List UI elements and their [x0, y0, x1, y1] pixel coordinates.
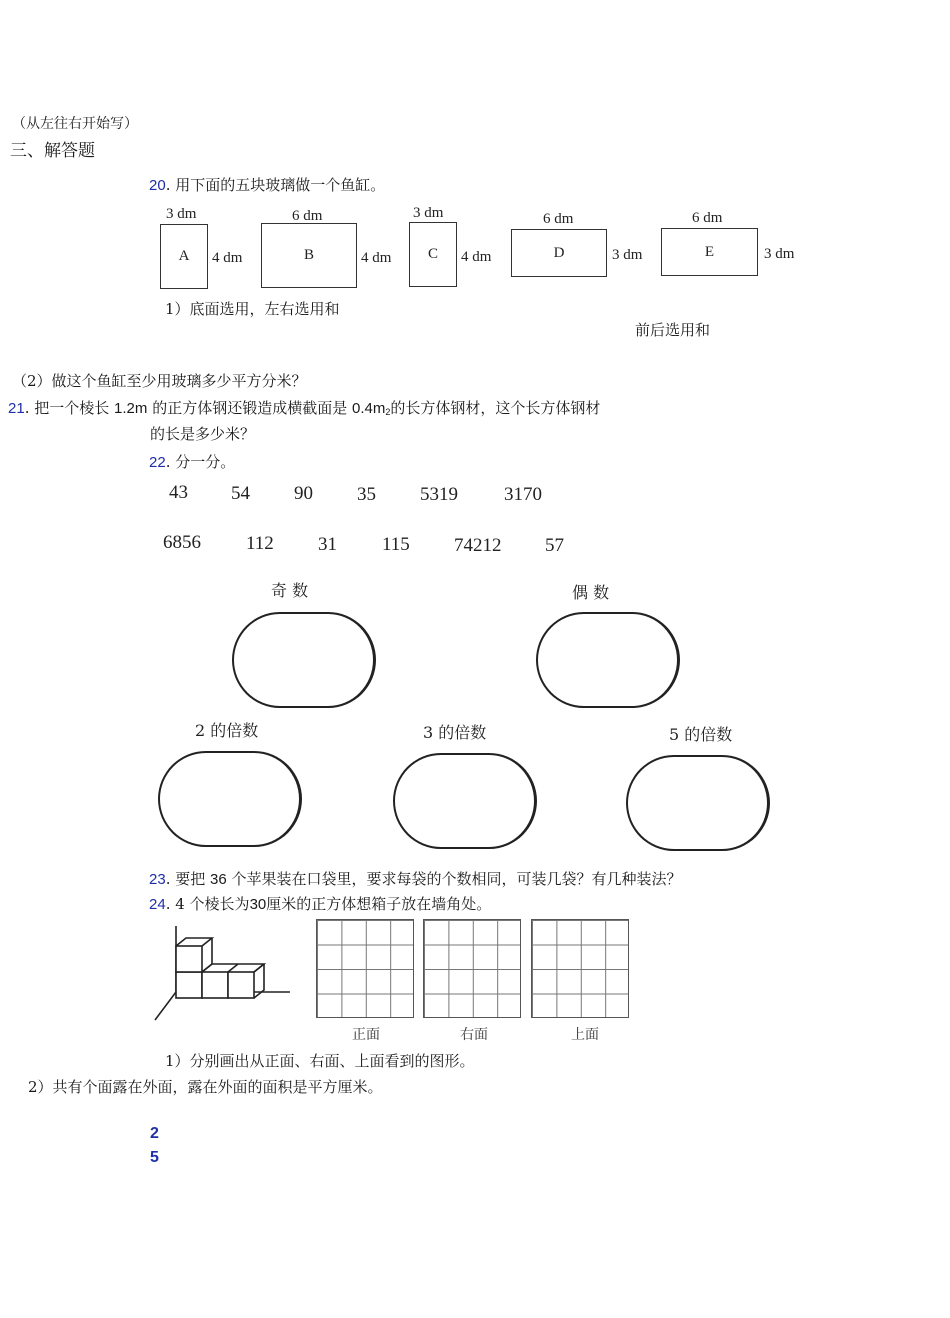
question-text: 要把	[175, 870, 206, 888]
cross-section-value: 0.4m	[351, 400, 386, 417]
oval-label: 2 的倍数	[195, 721, 259, 740]
edge-length-value: 1.2m	[114, 400, 148, 417]
front-view-label: 正面	[352, 1027, 380, 1043]
question-dot: .	[165, 453, 171, 471]
question-dot: .	[165, 895, 171, 913]
panel-top-dim: 6 dm	[292, 208, 323, 224]
number-item: 57	[545, 535, 564, 556]
question-text: 的长方体钢材，这个长方体钢材	[390, 399, 601, 417]
number-item: 54	[231, 483, 250, 504]
number-item: 90	[294, 483, 313, 504]
q20-sub2: （2）做这个鱼缸至少用玻璃多少平方分米？	[12, 372, 307, 390]
number-item: 43	[169, 482, 188, 503]
question-23-heading	[149, 870, 682, 889]
right-view-label: 右面	[460, 1027, 488, 1043]
q24-sub2: 2）共有个面露在外面，露在外面的面积是平方厘米。	[28, 1078, 383, 1096]
panel-side-dim: 3 dm	[612, 247, 643, 263]
number-item: 115	[382, 534, 410, 555]
top-view-grid[interactable]	[531, 919, 629, 1018]
question-text: 用下面的五块玻璃做一个鱼缸。	[175, 176, 386, 194]
panel-box: C	[409, 222, 457, 287]
panel-side-dim: 4 dm	[212, 250, 243, 266]
oval-label: 5 的倍数	[669, 725, 733, 744]
panel-box: B	[261, 223, 357, 288]
unit-exponent: 2	[385, 407, 391, 417]
question-number: 23	[149, 871, 166, 888]
question-number: 24	[149, 896, 166, 913]
oval-label: 3 的倍数	[423, 723, 487, 742]
edge-length-value: 30	[249, 896, 267, 913]
question-dot: .	[165, 176, 171, 194]
question-text: 厘米的正方体想箱子放在墙角处。	[266, 895, 492, 913]
panel-top-dim: 6 dm	[692, 210, 723, 226]
panel-box: E	[661, 228, 758, 276]
number-item: 35	[357, 484, 376, 505]
cube-stack-illustration	[150, 920, 295, 1025]
number-item: 74212	[454, 535, 502, 556]
oval-label: 偶 数	[572, 583, 610, 602]
panel-box: D	[511, 229, 607, 277]
panel-box: A	[160, 224, 208, 289]
footer-number: 2	[150, 1125, 159, 1142]
question-text: 的正方体钢还锻造成横截面是	[152, 399, 348, 417]
question-text: 把一个棱长	[34, 399, 110, 417]
question-text: 分一分。	[175, 453, 236, 471]
question-number: 22	[149, 454, 166, 471]
q24-sub1: 1）分别画出从正面、右面、上面看到的图形。	[165, 1052, 475, 1070]
right-view-grid[interactable]	[423, 919, 521, 1018]
panel-side-dim: 4 dm	[361, 250, 392, 266]
number-item: 3170	[504, 484, 542, 505]
intro-note: （从左往右开始写）	[12, 116, 138, 132]
number-item: 112	[246, 533, 274, 554]
panel-side-dim: 3 dm	[764, 246, 795, 262]
q20-sub1-continued: 前后选用和	[635, 321, 711, 339]
apple-count: 36	[210, 871, 227, 888]
question-text: 4 个棱长为	[175, 895, 250, 913]
panel-top-dim: 3 dm	[413, 205, 444, 221]
oval-answer-area	[232, 612, 376, 708]
oval-answer-area	[393, 753, 537, 849]
front-view-grid[interactable]	[316, 919, 414, 1018]
panel-top-dim: 6 dm	[543, 211, 574, 227]
panel-side-dim: 4 dm	[461, 249, 492, 265]
question-dot: .	[165, 870, 171, 888]
question-21-heading	[8, 399, 600, 418]
question-22-heading	[149, 453, 235, 472]
number-item: 5319	[420, 484, 458, 505]
footer-number: 5	[150, 1149, 159, 1166]
top-view-label: 上面	[571, 1027, 599, 1043]
q20-sub1: 1）底面选用，左右选用和	[165, 300, 340, 318]
number-item: 31	[318, 534, 337, 555]
oval-answer-area	[536, 612, 680, 708]
question-number: 21	[8, 400, 25, 417]
number-item: 6856	[163, 532, 201, 553]
question-24-heading	[149, 895, 491, 914]
panel-top-dim: 3 dm	[166, 206, 197, 222]
section-title: 三、解答题	[10, 141, 95, 161]
question-text: 个苹果装在口袋里，要求每袋的个数相同，可装几袋？有几种装法？	[231, 870, 682, 888]
oval-answer-area	[626, 755, 770, 851]
question-number: 20	[149, 177, 166, 194]
q21-line2: 的长是多少米？	[150, 425, 256, 443]
question-dot: .	[24, 399, 30, 417]
question-20-heading	[149, 176, 385, 195]
oval-label: 奇 数	[271, 581, 309, 600]
oval-answer-area	[158, 751, 302, 847]
